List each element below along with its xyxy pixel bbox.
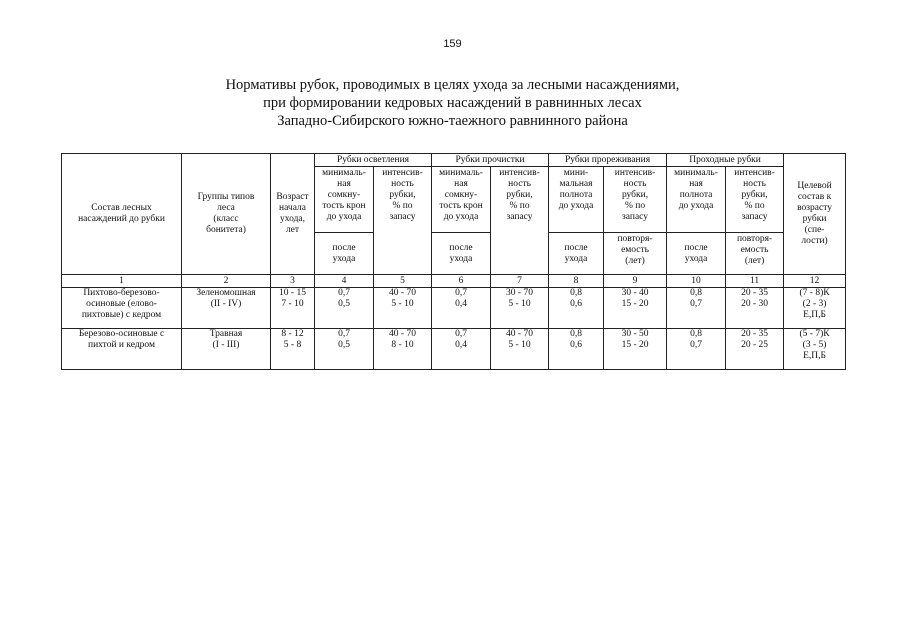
norms-table [61, 153, 846, 370]
cell-forest-type: Травная (I - III) [182, 329, 271, 370]
column-number: 4 [315, 275, 374, 288]
column-number: 8 [549, 275, 604, 288]
column-number: 5 [374, 275, 432, 288]
cell-value: 0,7 0,4 [432, 329, 491, 370]
header-target: Целевой состав к возрасту рубки (спе- лости) [784, 154, 846, 275]
header-row-groups [62, 154, 846, 167]
cell-target: (5 - 7)К (3 - 5) Е,П,Б [784, 329, 846, 370]
header-group-clearing: Рубки осветления [315, 154, 432, 167]
table-row [62, 329, 846, 370]
header-forest-type: Группы типов леса (класс бонитета) [182, 154, 271, 275]
cell-value: 40 - 70 5 - 10 [491, 329, 549, 370]
cell-value: 30 - 50 15 - 20 [604, 329, 667, 370]
cell-composition: Пихтово-березово- осиновые (елово- пихтовые) с кедром [62, 288, 182, 329]
cell-value: 30 - 40 15 - 20 [604, 288, 667, 329]
cell-value: 0,8 0,7 [667, 288, 726, 329]
column-number: 6 [432, 275, 491, 288]
header-after-2: после ухода [432, 233, 491, 275]
header-age: Возраст начала ухода, лет [271, 154, 315, 275]
cell-value: 0,8 0,6 [549, 329, 604, 370]
cell-value: 40 - 70 8 - 10 [374, 329, 432, 370]
cell-age: 8 - 12 5 - 8 [271, 329, 315, 370]
header-after-3: после ухода [549, 233, 604, 275]
cell-value: 0,7 0,5 [315, 288, 374, 329]
header-group-passage: Проходные рубки [667, 154, 784, 167]
header-group-thinning: Рубки прореживания [549, 154, 667, 167]
header-after-4: после ухода [667, 233, 726, 275]
cell-value: 30 - 70 5 - 10 [491, 288, 549, 329]
header-min-density-4: минималь- ная полнота до ухода [667, 167, 726, 233]
header-composition: Состав лесных насаждений до рубки [62, 154, 182, 275]
cell-value: 0,7 0,4 [432, 288, 491, 329]
header-intensity-4: интенсив- ность рубки, % по запасу [726, 167, 784, 233]
column-number: 3 [271, 275, 315, 288]
column-number: 1 [62, 275, 182, 288]
column-number: 10 [667, 275, 726, 288]
cell-forest-type: Зеленомошная (II - IV) [182, 288, 271, 329]
header-min-closure-2: минималь- ная сомкну- тость крон до ухода [432, 167, 491, 233]
cell-value: 0,8 0,6 [549, 288, 604, 329]
cell-value: 0,8 0,7 [667, 329, 726, 370]
cell-composition: Березово-осиновые с пихтой и кедром [62, 329, 182, 370]
title-line-2: при формировании кедровых насаждений в равнинных лесах [263, 95, 642, 111]
header-intensity-2: интенсив- ность рубки, % по запасу [491, 167, 549, 275]
title-line-1: Нормативы рубок, проводимых в целях ухода за лесными насаждениями, [225, 77, 680, 93]
document-title [0, 76, 905, 130]
header-intensity-1: интенсив- ность рубки, % по запасу [374, 167, 432, 275]
cell-value: 40 - 70 5 - 10 [374, 288, 432, 329]
header-repeat-4: повторя- емость (лет) [726, 233, 784, 275]
column-number: 2 [182, 275, 271, 288]
cell-value: 0,7 0,5 [315, 329, 374, 370]
column-number: 9 [604, 275, 667, 288]
cell-age: 10 - 15 7 - 10 [271, 288, 315, 329]
column-number: 7 [491, 275, 549, 288]
header-intensity-3: интенсив- ность рубки, % по запасу [604, 167, 667, 233]
cell-value: 20 - 35 20 - 25 [726, 329, 784, 370]
header-min-closure-1: минималь- ная сомкну- тость крон до ухода [315, 167, 374, 233]
header-repeat-3: повторя- емость (лет) [604, 233, 667, 275]
column-number-row [62, 275, 846, 288]
header-after-1: после ухода [315, 233, 374, 275]
table-row [62, 288, 846, 329]
page-number: 159 [443, 38, 462, 50]
header-group-cleaning: Рубки прочистки [432, 154, 549, 167]
column-number: 12 [784, 275, 846, 288]
header-min-density-3: мини- мальная полнота до ухода [549, 167, 604, 233]
cell-target: (7 - 8)К (2 - 3) Е,П,Б [784, 288, 846, 329]
cell-value: 20 - 35 20 - 30 [726, 288, 784, 329]
title-line-3: Западно-Сибирского южно-таежного равнинного района [277, 113, 628, 129]
column-number: 11 [726, 275, 784, 288]
